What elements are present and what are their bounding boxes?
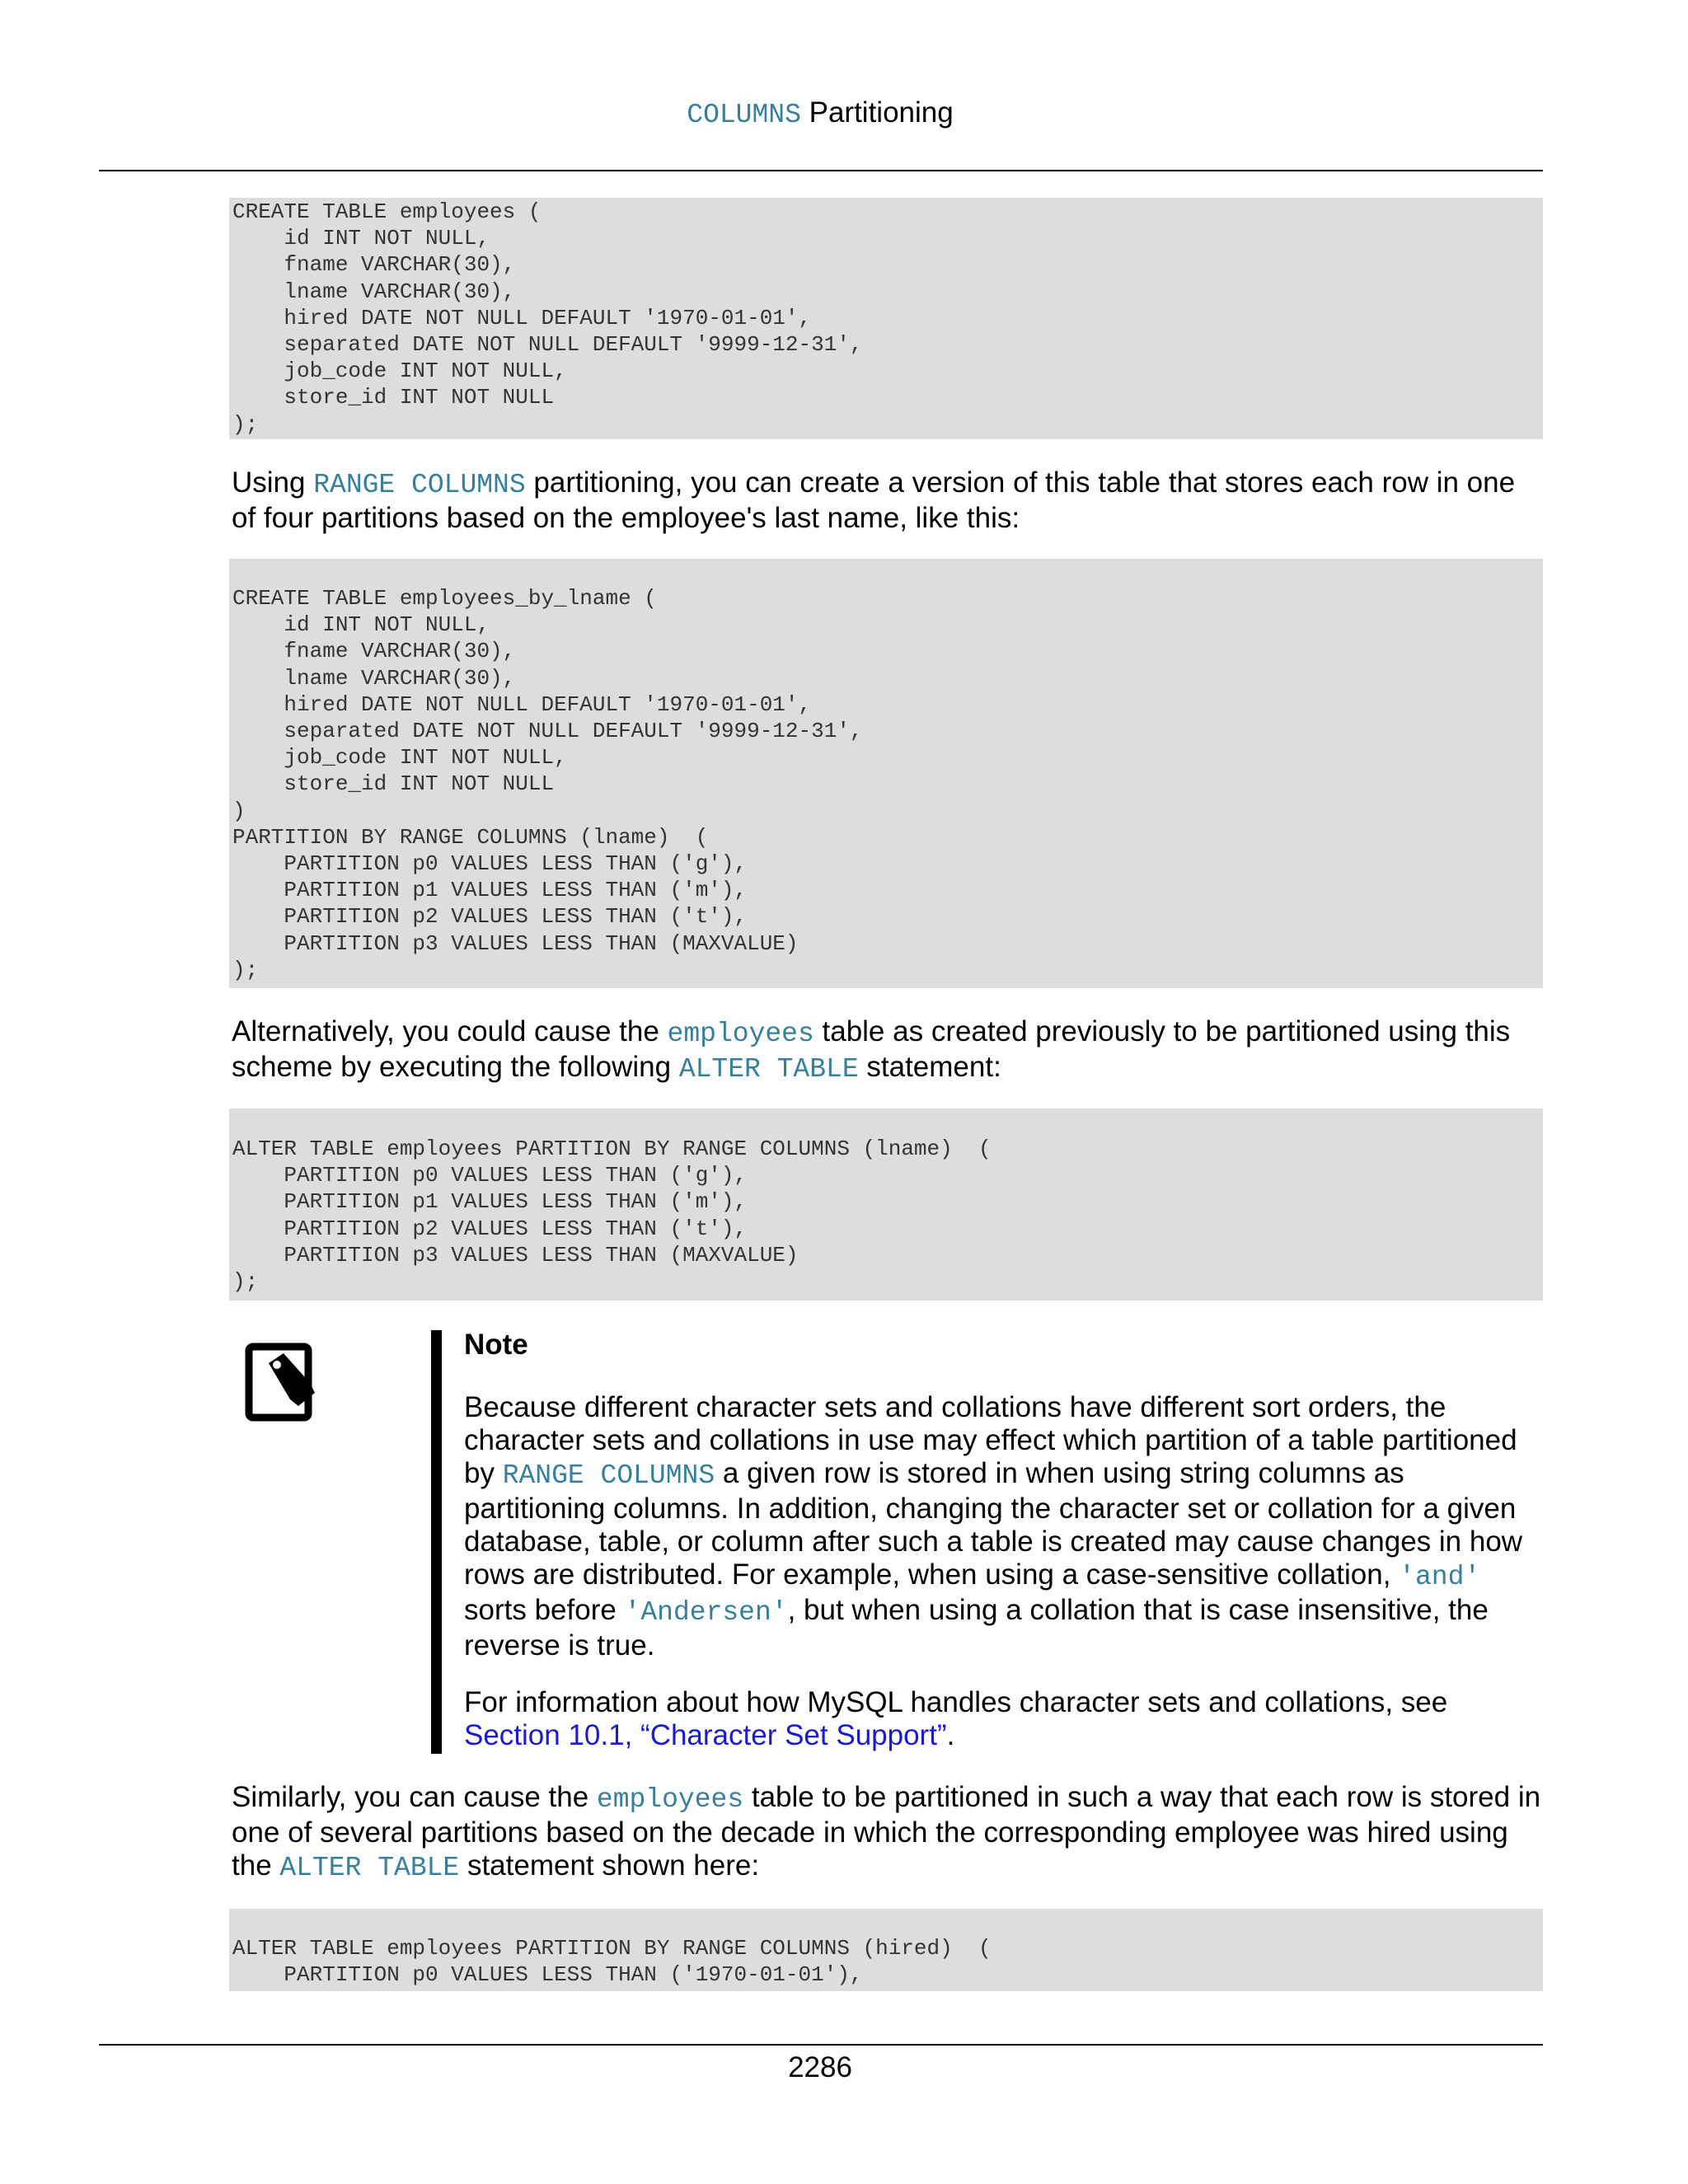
paragraph-hired-intro: Similarly, you can cause the employees table to be partitioned in such a way that each row is stored in one of several partitions based on the decade in which the corresponding employee was hired using the ALTER TABLE statement shown here:	[232, 1781, 1541, 1883]
header-rule	[99, 170, 1543, 171]
page-number: 2286	[788, 2051, 852, 2083]
note-bar	[431, 1330, 442, 1754]
header-code: COLUMNS	[687, 100, 801, 130]
code-range-columns[interactable]: RANGE COLUMNS	[313, 470, 526, 500]
section-link-character-set-support[interactable]: Section 10.1, “Character Set Support”	[464, 1719, 947, 1751]
code-and: 'and'	[1399, 1562, 1481, 1592]
note-paragraph-see-also: For information about how MySQL handles character sets and collations, see Section 10.1, “Character Set Support”.	[464, 1686, 1448, 1751]
code-block-alter-hired: ALTER TABLE employees PARTITION BY RANGE COLUMNS (hired) ( PARTITION p0 VALUES LESS THAN ('1970-01-01'),	[229, 1909, 1543, 1991]
footer-rule	[99, 2044, 1543, 2046]
code-employees[interactable]: employees	[667, 1019, 814, 1049]
code-block-create-employees: CREATE TABLE employees ( id INT NOT NULL, fname VARCHAR(30), lname VARCHAR(30), hired DATE NOT NULL DEFAULT '1970-01-01', separated DATE NOT NULL DEFAULT '9999-12-31', job_code INT NOT NULL, store_id INT NOT NULL );	[229, 198, 1543, 439]
code-block-alter-lname: ALTER TABLE employees PARTITION BY RANGE COLUMNS (lname) ( PARTITION p0 VALUES LESS THAN ('g'), PARTITION p1 VALUES LESS THAN ('m'), PARTITION p2 VALUES LESS THAN ('t'), PARTITION p3 VALUES LESS THAN (MAXVALUE) );	[229, 1108, 1543, 1301]
code-alter-table[interactable]: ALTER TABLE	[678, 1054, 859, 1085]
paragraph-range-columns-intro: Using RANGE COLUMNS partitioning, you can create a version of this table that stores each row in one of four partitions based on the employee's last name, like this:	[232, 466, 1516, 534]
note-title: Note	[464, 1329, 528, 1361]
note-paragraph-collations: Because different character sets and collations have different sort orders, the character sets and collations in use may effect which partition of a table partitioned by RANGE COLUMNS a given row is stored in when using string columns as partitioning columns. In addition, changing the character set or collation for a given database, table, or column after such a table is created may cause changes in how rows are distributed. For example, when using a case-sensitive collation, 'and' sorts before 'Andersen', but when using a collation that is case insensitive, the reverse is true.	[464, 1391, 1523, 1661]
header-text: Partitioning	[800, 96, 954, 129]
code-range-columns-note[interactable]: RANGE COLUMNS	[502, 1460, 715, 1491]
code-block-create-employees-by-lname: CREATE TABLE employees_by_lname ( id INT NOT NULL, fname VARCHAR(30), lname VARCHAR(30), hired DATE NOT NULL DEFAULT '1970-01-01', separated DATE NOT NULL DEFAULT '9999-12-31', job_code INT NOT NULL, store_id INT NOT NULL ) PARTITION BY RANGE COLUMNS (lname) ( PARTITION p0 VALUES LESS THAN ('g'), PARTITION p1 VALUES LESS THAN ('m'), PARTITION p2 VALUES LESS THAN ('t'), PARTITION p3 VALUES LESS THAN (MAXVALUE) );	[229, 559, 1543, 988]
code-alter-table-2[interactable]: ALTER TABLE	[279, 1853, 460, 1883]
code-employees-2[interactable]: employees	[596, 1784, 744, 1815]
paragraph-alter-table-intro: Alternatively, you could cause the employees table as created previously to be partitioned using this scheme by executing the following ALTER TABLE statement:	[232, 1015, 1511, 1085]
code-andersen: 'Andersen'	[624, 1597, 788, 1628]
note-icon	[244, 1342, 318, 1424]
page-header	[0, 92, 1640, 136]
